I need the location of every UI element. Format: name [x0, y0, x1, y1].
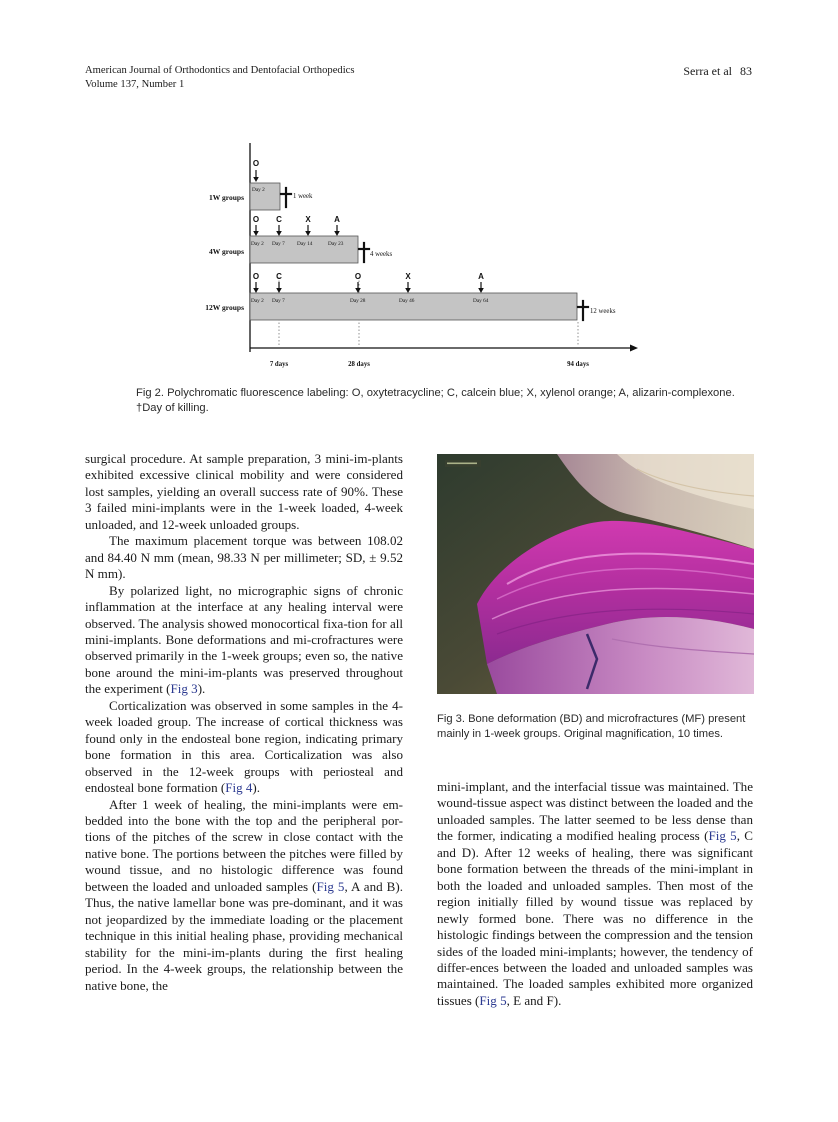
axis-label-28-days: 28 days [348, 361, 370, 368]
marker-arrowhead-icon [276, 231, 282, 236]
marker-day-12w-day64: Day 64 [473, 298, 489, 304]
marker-arrowhead-icon [253, 288, 259, 293]
micrograph-svg [437, 454, 754, 694]
marker-arrowhead-icon [355, 288, 361, 293]
marker-letter-4w-o: O [252, 215, 260, 224]
marker-day-12w-day28: Day 28 [350, 298, 366, 304]
page-number: 83 [740, 64, 752, 78]
marker-letter-4w-c: C [276, 215, 282, 224]
axis-label-7-days: 7 days [269, 361, 289, 368]
marker-letter-4w-a: A [334, 215, 340, 224]
marker-letter-12w-c: C [276, 272, 282, 281]
figure-3-caption: Fig 3. Bone deformation (BD) and microfractures (MF) present mainly in 1-week groups. Original magnification, 10 times. [437, 713, 746, 740]
axis-label-94-days: 94 days [567, 361, 589, 368]
body-paragraph: Corticalization was observed in some samples in the 4-week loaded group. The increase of cortical thickness was found only in the endosteal bone region, indicating primary bone formation in this area. Corticalization was also observed in the 12-week groups with periosteal and endosteal bone formation (Fig 4). [85, 697, 403, 796]
dagger-icon [578, 301, 588, 320]
dagger-icon [359, 243, 369, 262]
end-label-4w: 4 weeks [370, 251, 393, 258]
marker-arrowhead-icon [405, 288, 411, 293]
body-column-left [85, 451, 403, 994]
marker-day-4w-day2: Day 2 [251, 241, 264, 247]
body-paragraph: By polarized light, no micrographic signs of chronic inflammation at the interface at any healing interval were observed. The analysis showed monocortical fixa-tion for all mini-implants. Bone deformations and mi-crofractures were observed primarily in the 1-week groups; even so, the native bone around the mini-im-plants was preserved throughout the experiment (Fig 3). [85, 582, 403, 697]
figure-reference-link[interactable]: Fig 3 [170, 681, 198, 697]
dagger-icon [281, 188, 291, 207]
marker-letter-12w-a: A [478, 272, 484, 281]
figure-2-timeline [0, 0, 838, 380]
body-paragraph: mini-implant, and the interfacial tissue was maintained. The wound-tissue aspect was distinct between the loaded and the unloaded samples. The latter seemed to be less dense than the former, indicating a modified healing process (Fig 5, C and D). After 12 weeks of healing, there was significant bone formation between the threads of the mini-implant in both the loaded and unloaded samples. Then most of the region initially filled by wound tissue was replaced by newly formed bone. There was no difference in the histologic findings between the compression and the tension sides of the loaded mini-implants; however, the tendency of differ-ences between the loaded and unloaded samples was maintained. The loaded samples exhibited more organized tissues (Fig 5, E and F). [437, 779, 753, 1008]
body-column-right [437, 779, 753, 1009]
group-label-4w: 4W groups [209, 247, 244, 256]
marker-day-4w-day23: Day 23 [328, 241, 344, 247]
group-label-1w: 1W groups [209, 193, 244, 202]
marker-letter-12w-x: X [405, 272, 411, 281]
body-paragraph: After 1 week of healing, the mini-implants were em-bedded into the bone with the top and the peripheral por-tions of the pitches of the screw in close contact with the native bone. The portions between the pitches were filled by wound tissue, and no histologic difference was found between the loaded and unloaded samples (Fig 5, A and B). Thus, the native lamellar bone was pre-dominant, and it was not jeopardized by the immediate loading or the placement technique in this initial healing phase, providing mechanical stability for the mini-im-plants during the first healing period. In the 4-week groups, the relationship between the native bone, the [85, 796, 403, 993]
end-label-1w: 1 week [293, 193, 313, 200]
timeline-svg [0, 0, 838, 380]
group-label-12w: 12W groups [205, 303, 244, 312]
journal-title: American Journal of Orthodontics and Dentofacial Orthopedics [85, 65, 355, 76]
marker-day-12w-day2: Day 2 [251, 298, 264, 304]
marker-arrowhead-icon [253, 231, 259, 236]
marker-letter-1w-o: O [252, 159, 260, 168]
figure-reference-link[interactable]: Fig 5 [708, 828, 737, 844]
marker-day-12w-day46: Day 46 [399, 298, 415, 304]
figure-reference-link[interactable]: Fig 4 [225, 780, 253, 796]
marker-arrowhead-icon [305, 231, 311, 236]
marker-day-12w-day7: Day 7 [272, 298, 285, 304]
axis-arrowhead-icon [630, 345, 638, 352]
marker-day-1w-day2: Day 2 [252, 187, 265, 193]
figure-2-caption: Fig 2. Polychromatic fluorescence labeling: O, oxytetracycline; C, calcein blue; X, xylenol orange; A, alizarin-complexone. †Day of killing. [136, 387, 735, 414]
body-paragraph: surgical procedure. At sample preparation, 3 mini-im-plants exhibited excessive clinical mobility and were considered lost samples, yielding an overall success rate of 90%. These 3 failed mini-implants were in the 1-week loaded, 4-week unloaded, and 12-week unloaded groups. [85, 451, 403, 532]
marker-letter-4w-x: X [305, 215, 311, 224]
journal-volume: Volume 137, Number 1 [85, 79, 185, 90]
end-label-12w: 12 weeks [590, 308, 616, 315]
marker-arrowhead-icon [253, 177, 259, 182]
marker-arrowhead-icon [478, 288, 484, 293]
marker-arrowhead-icon [334, 231, 340, 236]
figure-3-micrograph [437, 454, 754, 694]
marker-day-4w-day7: Day 7 [272, 241, 285, 247]
marker-letter-12w-o: O [252, 272, 260, 281]
marker-arrowhead-icon [276, 288, 282, 293]
author-short: Serra et al [683, 64, 732, 78]
figure-reference-link[interactable]: Fig 5 [316, 878, 345, 894]
figure-reference-link[interactable]: Fig 5 [479, 992, 507, 1008]
marker-letter-12w-o-day28: O [354, 272, 362, 281]
body-paragraph: The maximum placement torque was between 108.02 and 84.40 N mm (mean, 98.33 N per millimeter; SD, ± 9.52 N mm). [85, 533, 403, 582]
marker-day-4w-day14: Day 14 [297, 241, 313, 247]
